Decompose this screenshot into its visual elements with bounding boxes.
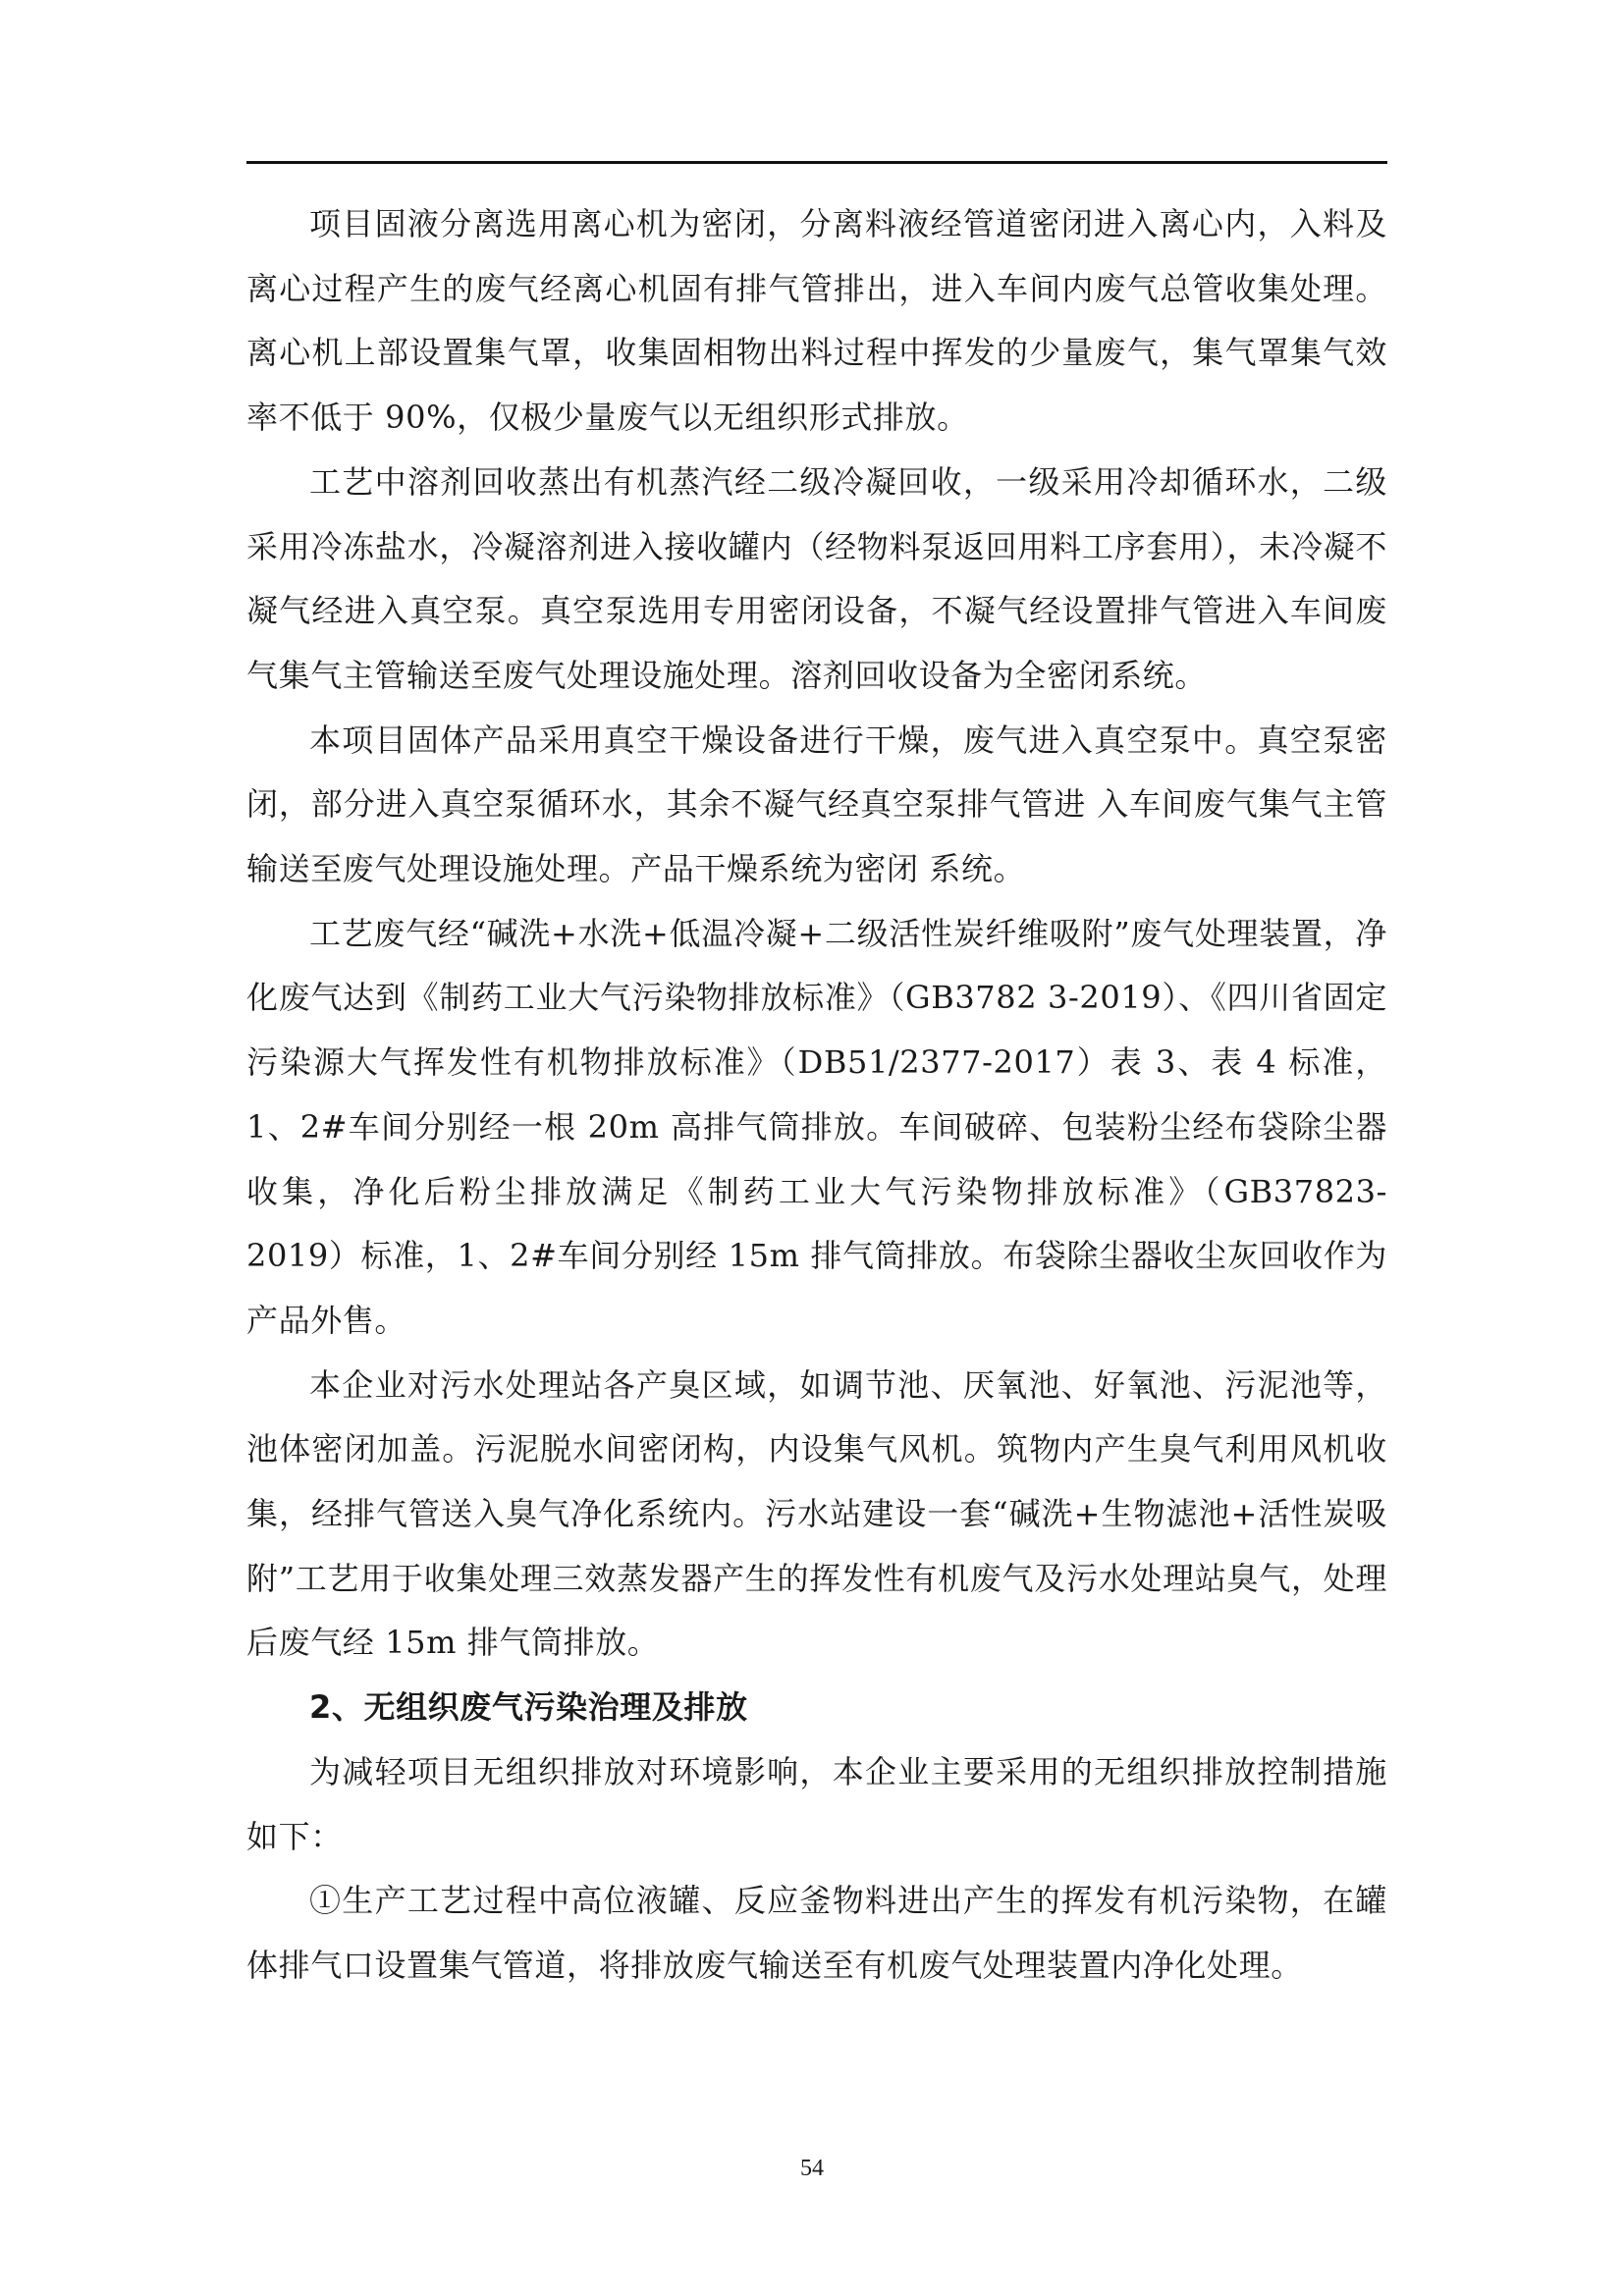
header-rule xyxy=(246,161,1387,164)
section-heading: 2、无组织废气污染治理及排放 xyxy=(309,1688,748,1727)
paragraph-vacuum-drying: 本项目固体产品采用真空干燥设备进行干燥，废气进入真空泵中。真空泵密闭，部分进入真空泵循环水，其余不凝气经真空泵排气管进 入车间废气集气主管输送至废气处理设施处理。产品干燥系统为密闭 系统。 xyxy=(246,721,1387,888)
paragraph-wastewater-odor: 本企业对污水处理站各产臭区域，如调节池、厌氧池、好氧池、污泥池等，池体密闭加盖。污泥脱水间密闭构，内设集气风机。筑物内产生臭气利用风机收集，经排气管送入臭气净化系统内。污水站建设一套“碱洗+生物滤池+活性炭吸附”工艺用于收集处理三效蒸发器产生的挥发性有机废气及污水处理站臭气，处理后废气经 15m 排气筒排放。 xyxy=(246,1365,1387,1662)
page-body xyxy=(246,192,1387,1999)
paragraph-fugitive-measure-1: ①生产工艺过程中高位液罐、反应釜物料进出产生的挥发有机污染物，在罐体排气口设置集气管道，将排放废气输送至有机废气处理装置内净化处理。 xyxy=(246,1882,1387,1984)
paragraph-process-exhaust: 工艺废气经“碱洗+水洗+低温冷凝+二级活性炭纤维吸附”废气处理装置，净化废气达到《制药工业大气污染物排放标准》（GB3782 3-2019）、《四川省固定污染源大气挥发性有机物排放标准》（DB51/2377-2017）表 3、表 4 标准，1、2#车间分别经一根 20m 高排气筒排放。车间破碎、包装粉尘经布袋除尘器收集，净化后粉尘排放满足《制药工业大气污染物排放标准》（GB37823-2019）标准，1、2#车间分别经 15m 排气筒排放。布袋除尘器收尘灰回收作为产品外售。 xyxy=(246,914,1387,1339)
paragraph-solvent-recovery: 工艺中溶剂回收蒸出有机蒸汽经二级冷凝回收，一级采用冷却循环水，二级采用冷冻盐水，冷凝溶剂进入接收罐内（经物料泵返回用料工序套用），未冷凝不凝气经进入真空泵。真空泵选用专用密闭设备，不凝气经设置排气管进入车间废气集气主管输送至废气处理设施处理。溶剂回收设备为全密闭系统。 xyxy=(246,462,1387,694)
paragraph-centrifuge: 项目固液分离选用离心机为密闭，分离料液经管道密闭进入离心内，入料及离心过程产生的废气经离心机固有排气管排出，进入车间内废气总管收集处理。离心机上部设置集气罩，收集固相物出料过程中挥发的少量废气，集气罩集气效率不低于 90%，仅极少量废气以无组织形式排放。 xyxy=(246,205,1387,437)
page-number: 54 xyxy=(800,2156,824,2181)
paragraph-fugitive-intro: 为减轻项目无组织排放对环境影响，本企业主要采用的无组织排放控制措施如下： xyxy=(246,1752,1387,1855)
